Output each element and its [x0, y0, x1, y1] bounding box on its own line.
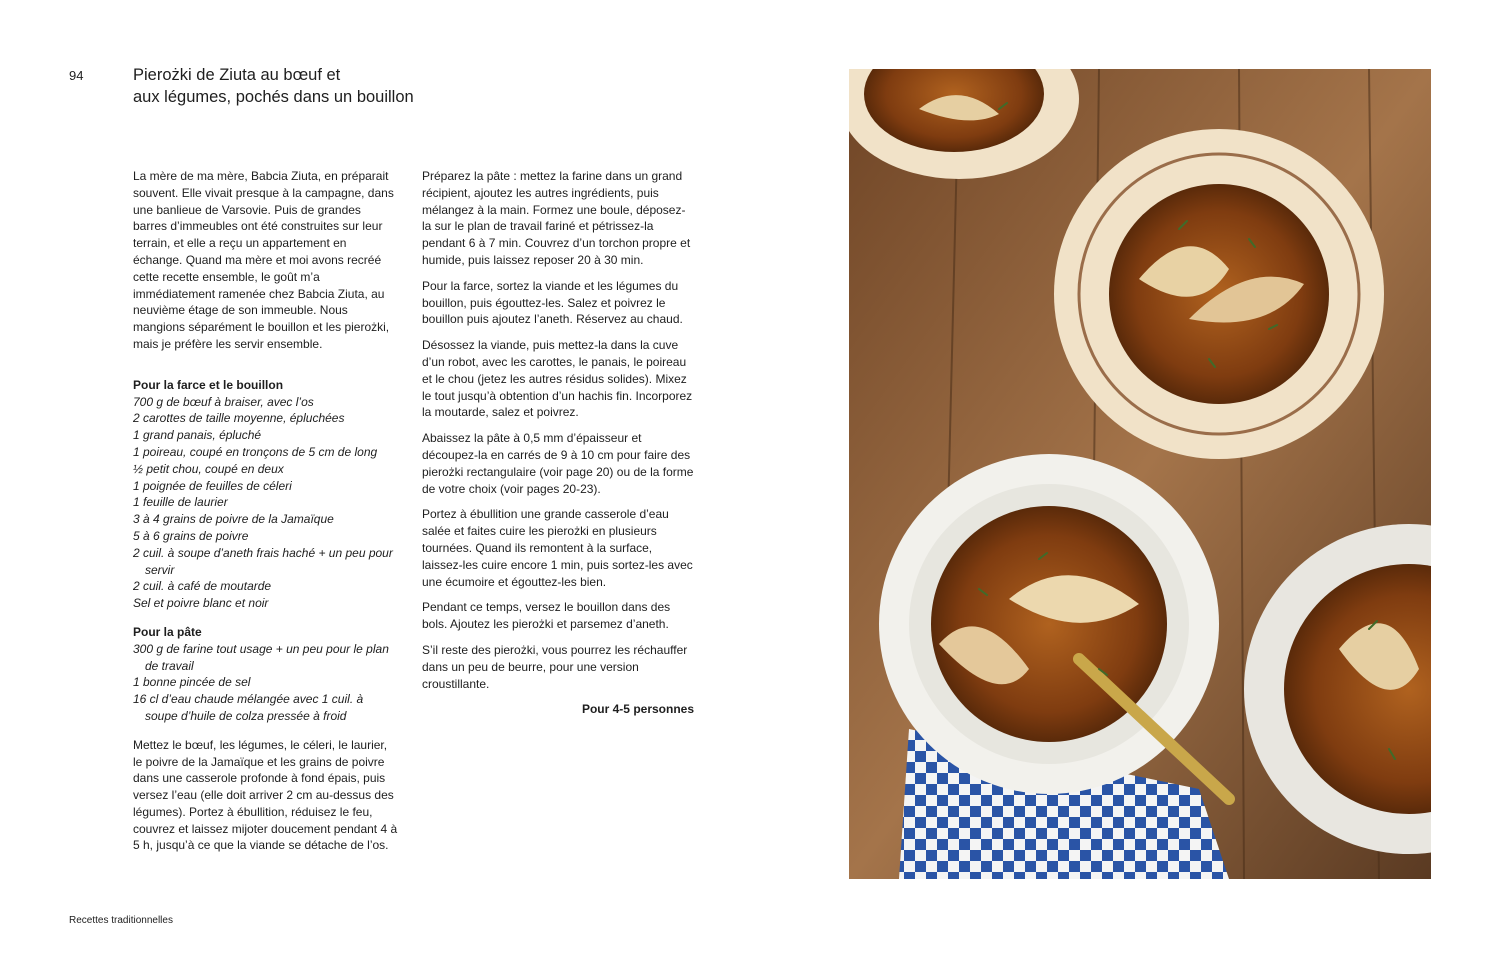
recipe-photo	[849, 69, 1431, 879]
top-right-bowl	[1054, 129, 1384, 459]
method-step: Portez à ébullition une grande casserole d’eau salée et faites cuire les pierożki en plusieurs tournées. Quand ils remontent à la surface, laissez-les cuire encore 1 min, puis sortez-les avec une écumoire et égouttez-les bien.	[422, 507, 693, 589]
page-number: 94	[69, 68, 84, 83]
ingredient-item: 3 à 4 grains de poivre de la Jamaïque	[133, 512, 334, 527]
method-step: Mettez le bœuf, les légumes, le céleri, le laurier, le poivre de la Jamaïque et les grains de poivre dans une casserole profonde à fond épais, puis versez l’eau (elle doit arriver 2 cm au-dessus des légumes). Portez à ébullition, réduisez le feu, couvrez et laissez mijoter doucement pendant 4 à 5 h, jusqu’à ce que la viande se détache de l’os.	[133, 737, 398, 853]
left-column	[133, 168, 398, 863]
ingredient-item: 1 grand panais, épluché	[133, 428, 262, 443]
ingredient-item: 1 poireau, coupé en tronçons de 5 cm de long	[133, 444, 378, 459]
ingredient-item: 700 g de bœuf à braiser, avec l’os	[133, 394, 314, 409]
ingredient-item: 1 bonne pincée de sel	[133, 675, 251, 690]
ingredient-item: 300 g de farine tout usage + un peu pour le plan de travail	[133, 641, 389, 673]
middle-column	[422, 168, 694, 730]
method-step: Préparez la pâte : mettez la farine dans un grand récipient, ajoutez les autres ingrédients, puis mélangez à la main. Formez une boule, déposez-la sur le plan de travail fariné et pétrissez-la pendant 6 à 7 min. Couvrez d’un torchon propre et humide, puis laissez reposer 20 à 30 min.	[422, 169, 691, 267]
recipe-title-line-2: aux légumes, pochés dans un bouillon	[133, 88, 414, 106]
footer-section-title: Recettes traditionnelles	[69, 915, 173, 926]
filling-ingredient-list	[133, 394, 398, 612]
method-step: Pour la farce, sortez la viande et les légumes du bouillon, puis égouttez-les. Salez et poivrez le bouillon puis ajoutez l’aneth. Réservez au chaud.	[422, 278, 683, 327]
recipe-title-line-1: Pierożki de Ziuta au bœuf et	[133, 66, 341, 84]
ingredient-item: 2 carottes de taille moyenne, épluchées	[133, 411, 345, 426]
ingredient-item: Sel et poivre blanc et noir	[133, 596, 269, 611]
filling-heading: Pour la farce et le bouillon	[133, 377, 284, 392]
ingredient-item: 5 à 6 grains de poivre	[133, 528, 249, 543]
method-step: S’il reste des pierożki, vous pourrez les réchauffer dans un peu de beurre, pour une version croustillante.	[422, 642, 688, 691]
dough-heading: Pour la pâte	[133, 624, 202, 639]
ingredient-item: 2 cuil. à café de moutarde	[133, 579, 272, 594]
ingredient-item: 1 feuille de laurier	[133, 495, 228, 510]
method-step: Abaissez la pâte à 0,5 mm d’épaisseur et découpez-la en carrés de 9 à 10 cm pour faire des pierożki rectangulaire (voir page 20) ou de la forme de votre choix (voir pages 20-23).	[422, 431, 694, 496]
servings: Pour 4-5 personnes	[581, 702, 694, 717]
ingredient-item: 2 cuil. à soupe d’aneth frais haché + un peu pour servir	[133, 545, 393, 577]
recipe-title	[133, 64, 463, 108]
ingredient-item: 1 poignée de feuilles de céleri	[133, 478, 292, 493]
ingredient-item: ½ petit chou, coupé en deux	[133, 461, 284, 476]
method-step: Désossez la viande, puis mettez-la dans la cuve d’un robot, avec les carottes, le panais, le poireau et le chou (jetez les autres résidus solides). Mixez le tout jusqu’à obtention d’un hachis fin. Incorporez la moutarde, salez et poivrez.	[422, 338, 693, 420]
method-step: Pendant ce temps, versez le bouillon dans des bols. Ajoutez les pierożki et parsemez d’aneth.	[422, 600, 671, 632]
ingredient-item: 16 cl d’eau chaude mélangée avec 1 cuil. à soupe d’huile de colza pressée à froid	[133, 692, 364, 723]
intro-paragraph: La mère de ma mère, Babcia Ziuta, en préparait souvent. Elle vivait presque à la campagne, dans une banlieue de Varsovie. Puis de grandes barres d’immeubles ont été construites sur leur terrain, et elle a reçu un appartement en échange. Quand ma mère et moi avons recréé cette recette ensemble, le goût m’a immédiatement ramenée chez Babcia Ziuta, au neuvième étage de son immeuble. Nous mangions séparément le bouillon et les pierożki, mais je préfère les servir ensemble.	[133, 169, 394, 351]
dough-ingredient-list	[133, 641, 398, 725]
